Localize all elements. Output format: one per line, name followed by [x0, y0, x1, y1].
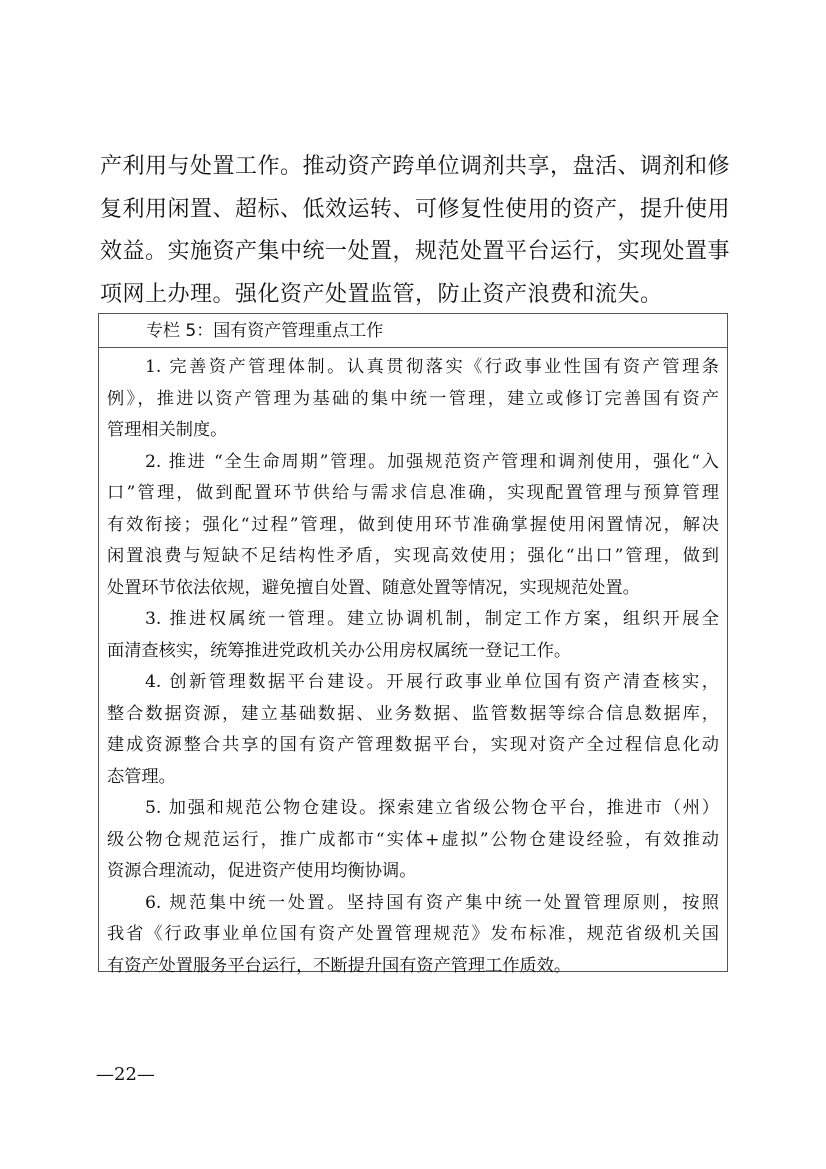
- item-line: 整合数据资源，建立基础数据、业务数据、监管数据等综合信息数据库，: [107, 703, 719, 724]
- item-line: 建成资源整合共享的国有资产管理数据平台，实现对资产全过程信息化动: [107, 735, 719, 755]
- sidebar-box-state-asset-work: [98, 313, 728, 976]
- body-line: 效益。实施资产集中统一处置，规范处置平台运行，实现处置事: [100, 239, 731, 264]
- item-line: 闲置浪费与短缺不足结构性矛盾，实现高效使用；强化“出口”管理，做到: [107, 546, 719, 566]
- item-line: 1. 完善资产管理体制。认真贯彻落实《行政事业性国有资产管理条: [145, 357, 719, 377]
- item-line: 5. 加强和规范公物仓建设。探索建立省级公物仓平台，推进市（州）: [145, 798, 719, 818]
- box-body: [99, 348, 727, 982]
- item-line: 3. 推进权属统一管理。建立协调机制，制定工作方案，组织开展全: [145, 609, 719, 629]
- body-line: 项网上办理。强化资产处置监管，防止资产浪费和流失。: [100, 281, 663, 307]
- item-line: 我省《行政事业单位国有资产处置管理规范》发布标准，规范省级机关国: [107, 924, 719, 944]
- body-line: 复利用闲置、超标、低效运转、可修复性使用的资产，提升使用: [100, 196, 731, 222]
- item-line: 处置环节依法依规，避免擅自处置、随意处置等情况，实现规范处置。: [107, 577, 640, 598]
- body-paragraph: [100, 146, 730, 316]
- item-line: 级公物仓规范运行，推广成都市“实体+虚拟”公物仓建设经验，有效推动: [107, 829, 719, 850]
- item-line: 面清查核实，统筹推进党政机关办公用房权属统一登记工作。: [107, 640, 572, 661]
- item-line: 例》，推进以资产管理为基础的集中统一管理，建立或修订完善国有资产: [107, 388, 719, 409]
- item-line: 4. 创新管理数据平台建设。开展行政事业单位国有资产清查核实，: [145, 672, 719, 692]
- body-line: 产利用与处置工作。推动资产跨单位调剂共享，盘活、调剂和修: [100, 154, 731, 179]
- box-item-5: [107, 793, 719, 888]
- page-number: —22—: [96, 1064, 155, 1085]
- box-item-3: [107, 604, 719, 667]
- item-line: 有效衔接；强化“过程”管理，做到使用环节准确掌握使用闲置情况，解决: [107, 514, 719, 535]
- item-line: 口”管理，做到配置环节供给与需求信息准确，实现配置管理与预算管理: [107, 483, 719, 503]
- item-line: 有资产处置服务平台运行，不断提升国有资产管理工作质效。: [107, 955, 572, 976]
- item-line: 资源合理流动，促进资产使用均衡协调。: [107, 861, 417, 881]
- item-line: 管理相关制度。: [107, 420, 228, 440]
- box-item-2: [107, 447, 719, 605]
- box-item-1: [107, 352, 719, 447]
- item-line: 6. 规范集中统一处置。坚持国有资产集中统一处置管理原则，按照: [145, 892, 719, 913]
- box-item-4: [107, 667, 719, 793]
- item-line: 2. 推进 “全生命周期”管理。加强规范资产管理和调剂使用，强化“入: [145, 451, 719, 472]
- item-line: 态管理。: [107, 766, 176, 787]
- box-title: 专栏 5：国有资产管理重点工作: [99, 314, 727, 348]
- box-item-6: [107, 888, 719, 983]
